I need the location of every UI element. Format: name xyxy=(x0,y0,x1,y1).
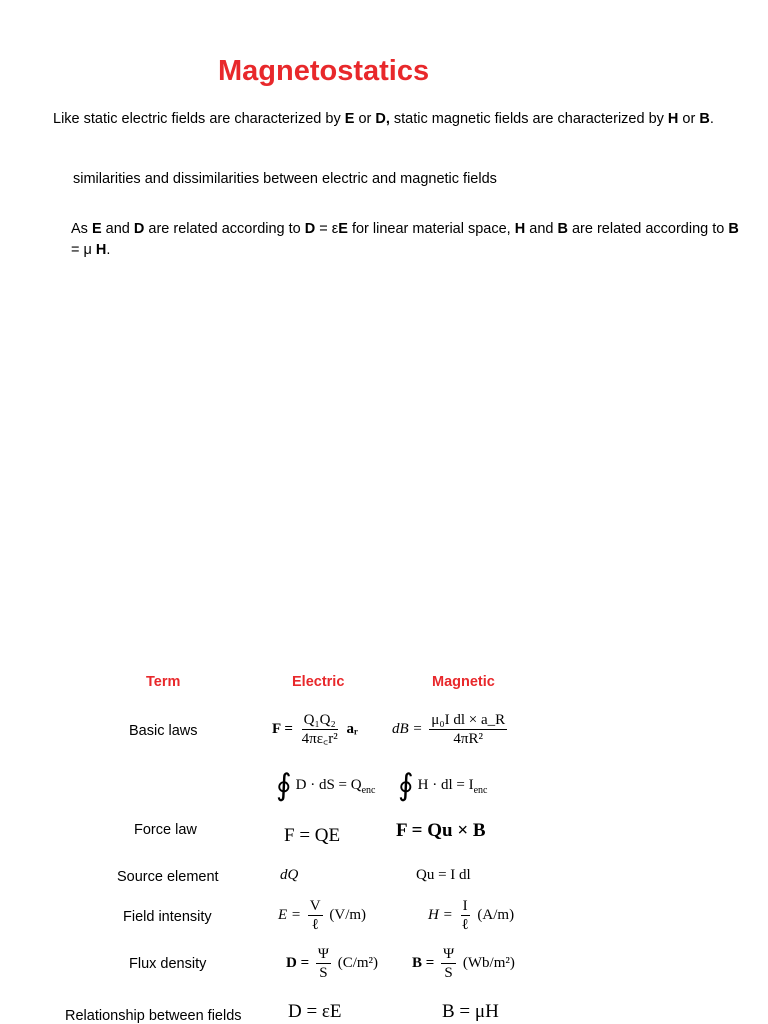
text: and xyxy=(525,221,558,237)
numerator: Ψ xyxy=(317,946,329,962)
eq-lhs: H = xyxy=(428,906,453,923)
unit-vector: aᵣ xyxy=(346,720,358,737)
magnetic-flux-density xyxy=(412,946,515,981)
numerator: Ψ xyxy=(443,946,455,962)
text: or xyxy=(354,111,376,127)
symbol-B: B xyxy=(557,221,568,237)
fraction xyxy=(459,898,470,933)
denominator: S xyxy=(319,965,328,981)
eq-body: D · dS = Q xyxy=(295,776,362,793)
unit: (V/m) xyxy=(329,906,367,923)
electric-relationship: D = εE xyxy=(288,1001,342,1022)
magnetic-source-element: Qu = I dl xyxy=(416,867,471,883)
symbol-H: H xyxy=(95,242,107,258)
symbol-D: D xyxy=(133,221,145,237)
electric-source-element: dQ xyxy=(280,867,299,883)
text: As xyxy=(71,221,92,237)
biot-savart-equation xyxy=(392,712,510,747)
subscript: enc xyxy=(361,784,376,796)
gauss-law-equation xyxy=(276,768,376,803)
symbol-E: E xyxy=(338,221,348,237)
contour-integral-icon: ∮ xyxy=(276,769,292,802)
eq-lhs: F = xyxy=(272,720,293,737)
symbol-D: D xyxy=(304,221,316,237)
magnetic-field-intensity xyxy=(428,898,514,933)
text: static magnetic fields are characterized by xyxy=(389,111,668,127)
text: Like static electric fields are characterized by xyxy=(53,111,345,127)
ampere-law-equation xyxy=(398,768,487,803)
text: = μ xyxy=(71,242,96,258)
numerator: Q₁Q₂ xyxy=(303,712,336,728)
symbol-E: E xyxy=(91,221,102,237)
magnetic-relationship: B = μH xyxy=(442,1001,499,1022)
electric-force-equation: F = QE xyxy=(284,825,341,846)
unit: (A/m) xyxy=(477,906,515,923)
term-relationship: Relationship between fields xyxy=(65,1008,242,1024)
denominator: S xyxy=(444,965,453,981)
header-electric: Electric xyxy=(292,674,345,690)
term-flux-density: Flux density xyxy=(129,956,207,972)
intro-paragraph-2: similarities and dissimilarities between electric and magnetic fields xyxy=(73,171,497,187)
eq-body: H · dl = I xyxy=(417,776,474,793)
fraction xyxy=(308,898,323,933)
numerator: I xyxy=(462,898,468,914)
denominator: ℓ xyxy=(311,917,319,933)
text: for linear material space, xyxy=(347,221,515,237)
intro-paragraph-1 xyxy=(53,109,753,130)
denominator: 4πR² xyxy=(453,731,483,747)
symbol-E: E xyxy=(344,111,355,127)
fraction xyxy=(316,946,331,981)
page-title: Magnetostatics xyxy=(218,55,430,87)
term-source-element: Source element xyxy=(117,869,219,885)
text: . xyxy=(106,242,111,258)
fraction xyxy=(441,946,456,981)
text: are related according to xyxy=(144,221,305,237)
symbol-H: H xyxy=(667,111,679,127)
text: are related according to xyxy=(567,221,729,237)
intro-paragraph-3 xyxy=(71,219,751,261)
symbol-D: D, xyxy=(375,111,390,127)
text: and xyxy=(101,221,134,237)
numerator: V xyxy=(309,898,321,914)
denominator: 4πε꜀r² xyxy=(301,731,338,747)
magnetic-force-equation: F = Qu × B xyxy=(396,820,486,841)
fraction xyxy=(300,712,340,747)
term-basic-laws: Basic laws xyxy=(129,723,198,739)
text: = ε xyxy=(315,221,339,237)
eq-lhs: B = xyxy=(412,954,435,971)
denominator: ℓ xyxy=(461,917,469,933)
symbol-B: B xyxy=(699,111,710,127)
electric-flux-density xyxy=(286,946,378,981)
symbol-B: B xyxy=(728,221,739,237)
header-term: Term xyxy=(146,674,181,690)
contour-integral-icon: ∮ xyxy=(398,769,414,802)
text: or xyxy=(678,111,700,127)
text: . xyxy=(709,111,714,127)
coulomb-law-equation xyxy=(272,712,358,747)
numerator: μ₀I dl × a_R xyxy=(431,712,506,728)
eq-lhs: D = xyxy=(286,954,310,971)
unit: (Wb/m²) xyxy=(462,954,515,971)
symbol-H: H xyxy=(514,221,526,237)
eq-lhs: E = xyxy=(278,906,302,923)
fraction xyxy=(429,712,507,747)
unit: (C/m²) xyxy=(337,954,379,971)
term-force-law: Force law xyxy=(134,822,197,838)
subscript: enc xyxy=(473,784,488,796)
header-magnetic: Magnetic xyxy=(432,674,495,690)
term-field-intensity: Field intensity xyxy=(123,909,212,925)
electric-field-intensity xyxy=(278,898,366,933)
eq-lhs: dB = xyxy=(392,720,423,737)
